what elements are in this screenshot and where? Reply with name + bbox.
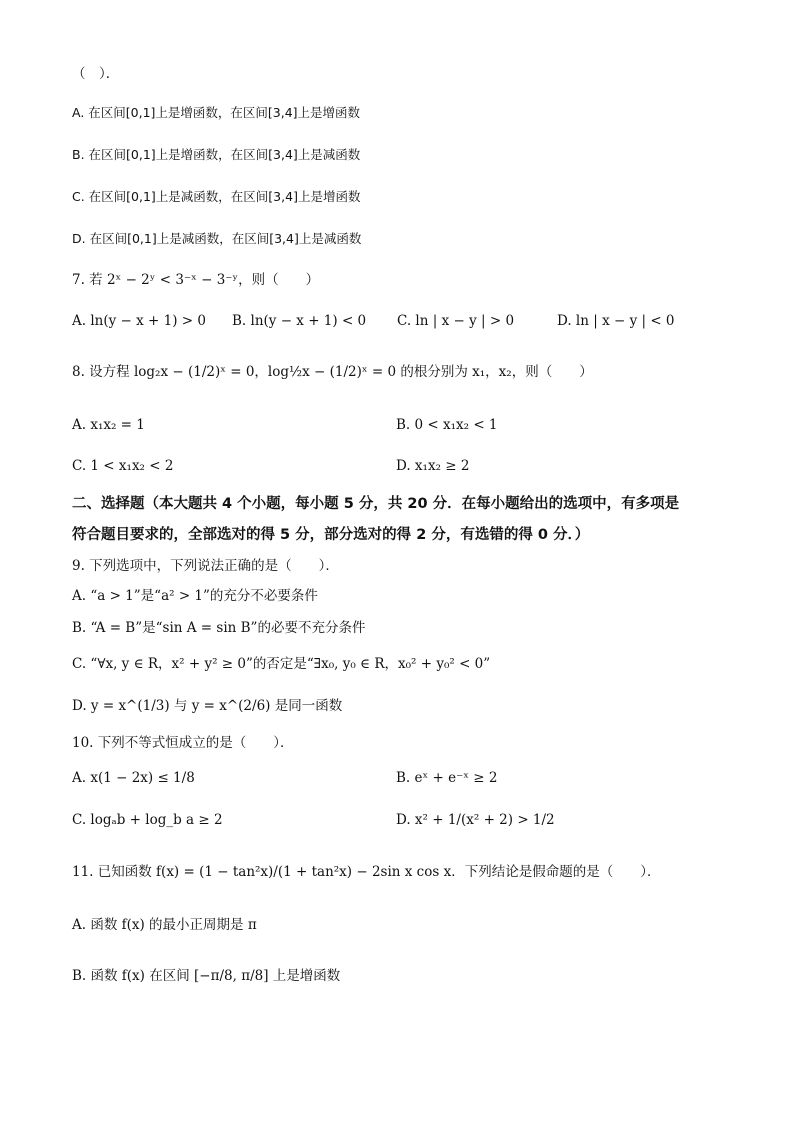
section-heading-line1: 二、选择题（本大题共 4 个小题，每小题 5 分，共 20 分．在每小题给出的选项中，有多项是 (72, 496, 680, 512)
q7-stem: 7. 若 2ˣ − 2ʸ < 3⁻ˣ − 3⁻ʸ，则（ ） (72, 272, 320, 288)
q8-option-c: C. 1 < x₁x₂ < 2 (72, 458, 174, 474)
q8-option-a: A. x₁x₂ = 1 (72, 417, 145, 433)
q8-stem: 8. 设方程 log₂x − (1/2)ˣ = 0，log½x − (1/2)ˣ = 0 的根分别为 x₁，x₂，则（ ） (72, 364, 593, 380)
q9-option-c: C. “∀x, y ∈ R，x² + y² ≥ 0”的否定是“∃x₀, y₀ ∈ R，x₀² + y₀² < 0” (72, 656, 491, 672)
q9-option-a: A. “a > 1”是“a² > 1”的充分不必要条件 (72, 588, 318, 604)
q7-option-a: A. ln(y − x + 1) > 0 (72, 313, 206, 329)
q11-option-a: A. 函数 f(x) 的最小正周期是 π (72, 917, 257, 933)
q10-option-a: A. x(1 − 2x) ≤ 1/8 (72, 770, 195, 786)
q6-stem-tail: （ ）． (72, 66, 120, 82)
q6-option-a: A. 在区间[0,1]上是增函数，在区间[3,4]上是增函数 (72, 105, 361, 120)
q9-option-d: D. y = x^(1/3) 与 y = x^(2/6) 是同一函数 (72, 698, 343, 714)
q9-option-b: B. “A = B”是“sin A = sin B”的必要不充分条件 (72, 620, 366, 636)
q10-option-b: B. eˣ + e⁻ˣ ≥ 2 (396, 770, 498, 786)
q8-option-b: B. 0 < x₁x₂ < 1 (396, 417, 498, 433)
q11-stem: 11. 已知函数 f(x) = (1 − tan²x)/(1 + tan²x) − 2sin x cos x．下列结论是假命题的是（ ）． (72, 864, 661, 880)
q6-option-c: C. 在区间[0,1]上是减函数，在区间[3,4]上是增函数 (72, 189, 361, 204)
q8-option-d: D. x₁x₂ ≥ 2 (396, 458, 470, 474)
q10-stem: 10. 下列不等式恒成立的是（ ）． (72, 735, 294, 751)
q7-option-c: C. ln | x − y | > 0 (397, 313, 515, 329)
section-heading-line2: 符合题目要求的，全部选对的得 5 分，部分选对的得 2 分，有选错的得 0 分．） (72, 527, 590, 543)
q7-option-d: D. ln | x − y | < 0 (557, 313, 675, 329)
q11-option-b: B. 函数 f(x) 在区间 [−π/8, π/8] 上是增函数 (72, 968, 341, 984)
q9-stem: 9. 下列选项中，下列说法正确的是（ ）． (72, 558, 339, 574)
q10-option-d: D. x² + 1/(x² + 2) > 1/2 (396, 812, 555, 828)
q7-option-b: B. ln(y − x + 1) < 0 (232, 313, 367, 329)
q6-option-b: B. 在区间[0,1]上是增函数，在区间[3,4]上是减函数 (72, 147, 361, 162)
q6-option-d: D. 在区间[0,1]上是减函数，在区间[3,4]上是减函数 (72, 231, 362, 246)
q10-option-c: C. logₐb + log_b a ≥ 2 (72, 812, 223, 828)
